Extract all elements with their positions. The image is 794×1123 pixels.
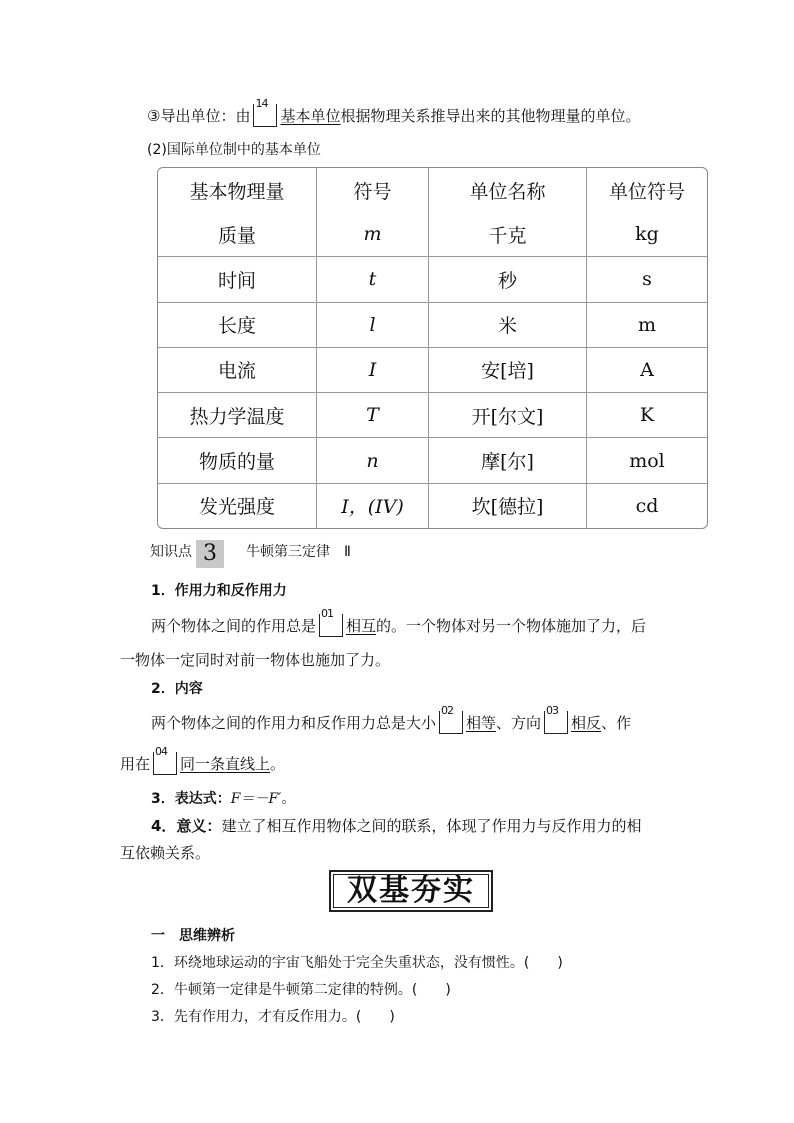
item-4-line-a [151, 815, 641, 836]
table-row [158, 303, 707, 348]
cell-unit-name: 开[尔文] [429, 393, 587, 438]
section-2-title: (2)国际单位制中的基本单位 [147, 142, 321, 158]
item-3-label: 3．表达式： [151, 791, 231, 807]
cell-unit-symbol: s [587, 257, 707, 302]
cell-unit-symbol: K [587, 393, 707, 438]
derived-unit-line [147, 97, 641, 127]
header-unit-name: 单位名称 [429, 168, 587, 212]
item-2-line-a [151, 704, 632, 734]
table-row [158, 438, 707, 483]
answer-box-number: 03 [546, 704, 559, 717]
derived-unit-suffix: 根据物理关系推导出来的其他物理量的单位。 [340, 107, 641, 125]
item-1-text-b: 的。一个物体对另一个物体施加了力，后 [376, 617, 647, 635]
cell-unit-name: 米 [429, 303, 587, 348]
knowledge-point-label: 知识点 [150, 544, 192, 560]
item-3-formula: F＝－F′ [230, 791, 282, 807]
table-row [158, 348, 707, 393]
item-4-text-a: 建立了相互作用物体之间的联系，体现了作用力与反作用力的相 [221, 817, 642, 835]
cell-symbol: l [317, 303, 429, 348]
derived-unit-answer: 基本单位 [280, 107, 341, 125]
answer-box-number: 01 [321, 607, 334, 620]
item-2-text-c: 、作 [601, 714, 632, 732]
item-4-text-b: 互依赖关系。 [120, 844, 211, 862]
cell-quantity: 热力学温度 [158, 393, 317, 438]
cell-quantity: 物质的量 [158, 438, 317, 483]
item-2-text-d: 用在 [120, 755, 151, 773]
item-2-heading: 2．内容 [151, 681, 203, 697]
cell-unit-name: 秒 [429, 257, 587, 302]
item-2-answer-3: 同一条直线上 [180, 755, 271, 773]
item-2-answer-1: 相等 [466, 714, 497, 732]
thinking-heading: 一 思维辨析 [151, 928, 235, 944]
cell-symbol: T [317, 393, 429, 438]
item-4-label: 4．意义： [151, 817, 222, 835]
cell-unit-symbol: mol [587, 438, 707, 483]
cell-quantity: 电流 [158, 348, 317, 393]
cell-symbol: t [317, 257, 429, 302]
header-quantity: 基本物理量 [158, 168, 317, 212]
knowledge-point-title: 牛顿第三定律 Ⅱ [246, 544, 351, 560]
thinking-question-3: 3．先有作用力，才有反作用力。( ) [151, 1009, 395, 1025]
cell-quantity: 发光强度 [158, 484, 317, 528]
item-3-end: 。 [281, 791, 296, 807]
cell-symbol: m [317, 212, 429, 257]
header-unit-symbol: 单位符号 [608, 180, 685, 203]
cell-unit-symbol: A [587, 348, 707, 393]
cell-quantity: 时间 [158, 257, 317, 302]
cell-symbol: I，(IV) [317, 484, 429, 528]
table-row [158, 212, 707, 257]
header-symbol: 符号 [317, 168, 429, 212]
answer-box-number: 02 [441, 704, 454, 717]
item-2-text-a: 两个物体之间的作用力和反作用力总是大小 [151, 714, 437, 732]
item-2-line-b [120, 745, 286, 775]
answer-box [439, 704, 463, 734]
item-2-answer-2: 相反 [571, 714, 602, 732]
item-3-line [151, 788, 295, 808]
item-1-text-a: 两个物体之间的作用总是 [151, 617, 317, 635]
cell-unit-name: 摩[尔] [429, 438, 587, 483]
table-row [158, 257, 707, 302]
cell-unit-symbol: kg [587, 212, 707, 257]
thinking-question-2: 2．牛顿第一定律是牛顿第二定律的特例。( ) [151, 982, 451, 998]
cell-unit-name: 坎[德拉] [429, 484, 587, 528]
answer-box [319, 607, 343, 637]
answer-box-number: 14 [255, 97, 268, 110]
thinking-question-1: 1．环绕地球运动的宇宙飞船处于完全失重状态，没有惯性。( ) [151, 955, 563, 971]
knowledge-point-heading [150, 540, 351, 568]
cell-unit-name: 千克 [429, 212, 587, 257]
item-1-text-c: 一物体一定同时对前一物体也施加了力。 [120, 651, 391, 669]
item-1-answer: 相互 [346, 617, 377, 635]
si-base-units-table [157, 167, 708, 529]
derived-unit-prefix: ③导出单位：由 [147, 107, 251, 125]
answer-box-number: 04 [155, 745, 168, 758]
section-banner: 双基夯实 [329, 870, 493, 912]
item-2-text-e: 。 [270, 755, 286, 773]
table-row [158, 393, 707, 438]
answer-box [253, 97, 277, 127]
table-row [158, 484, 707, 528]
cell-symbol: I [317, 348, 429, 393]
table-header-row [158, 168, 707, 212]
cell-unit-name: 安[培] [429, 348, 587, 393]
item-1-heading: 1．作用力和反作用力 [151, 583, 287, 599]
cell-symbol: n [317, 438, 429, 483]
cell-unit-symbol: cd [635, 494, 659, 517]
knowledge-point-number: 3 [196, 540, 224, 568]
cell-quantity: 长度 [158, 303, 317, 348]
item-1-line-a [151, 607, 647, 637]
cell-quantity: 质量 [158, 212, 317, 257]
item-2-text-b: 、方向 [496, 714, 542, 732]
answer-box [544, 704, 568, 734]
cell-unit-symbol: m [587, 303, 707, 348]
answer-box [153, 745, 177, 775]
